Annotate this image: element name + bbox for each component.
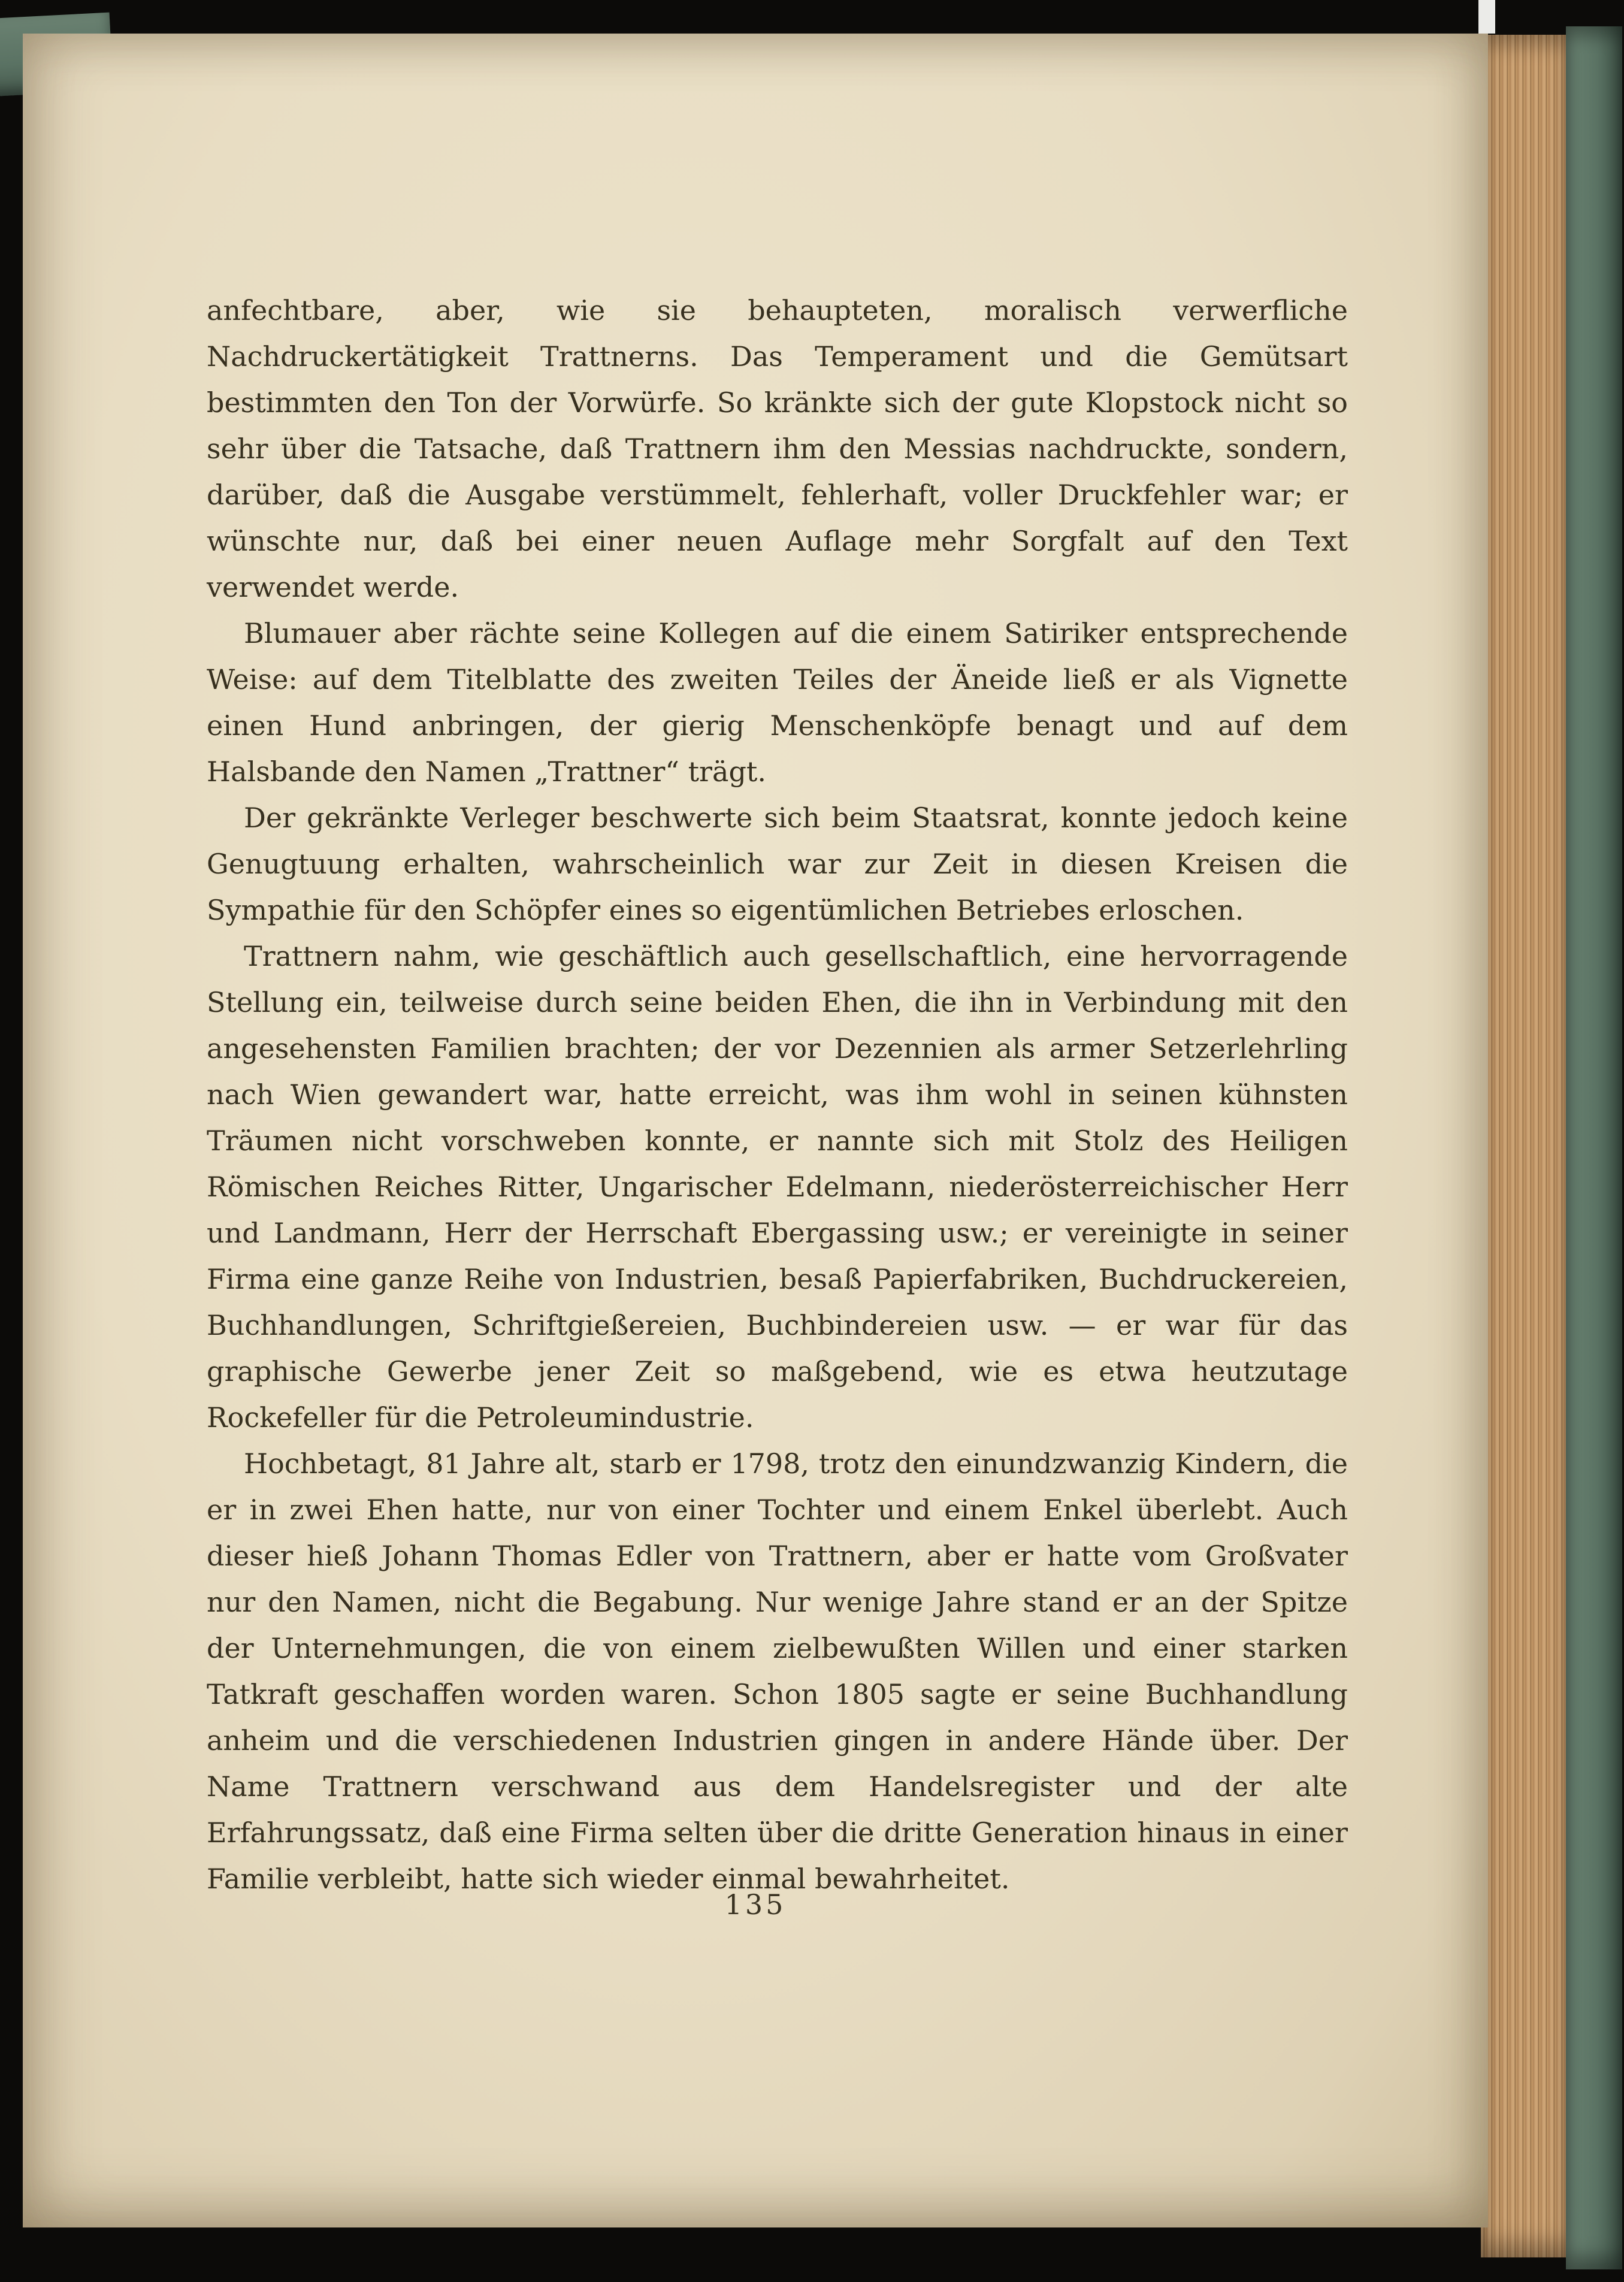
text-block — [207, 288, 1348, 1902]
paragraph: Der gekränkte Verleger beschwerte sich beim Staatsrat, konnte jedoch keine Genugtuung erhalten, wahrscheinlich war zur Zeit in diesen Kreisen die Sympathie für den Schöpfer eines so eigentümlichen Betriebes erloschen. — [207, 802, 1348, 926]
book-cover-edge-right — [1566, 26, 1622, 2269]
paragraph: Blumauer aber rächte seine Kollegen auf die einem Satiriker entsprechende Weise: auf dem Titelblatte des zweiten Teiles der Äneide ließ er als Vignette einen Hund anbringen, der gierig Menschenköpfe benagt und auf dem Halsbande den Namen „Trattner“ trägt. — [207, 617, 1348, 788]
paragraph: anfechtbare, aber, wie sie behaupteten, moralisch verwerfliche Nachdruckertätigkeit Trattnerns. Das Temperament und die Gemütsart bestimmten den Ton der Vorwürfe. So kränkte sich der gute Klopstock nicht so sehr über die Tatsache, daß Trattnern ihm den Messias nachdruckte, sondern, darüber, daß die Ausgabe verstümmelt, fehlerhaft, voller Druckfehler war; er wünschte nur, daß bei einer neuen Auflage mehr Sorgfalt auf den Text verwendet werde. — [207, 294, 1348, 603]
book-page — [23, 34, 1488, 2227]
paragraph: Trattnern nahm, wie geschäftlich auch gesellschaftlich, eine hervorragende Stellung ein, teilweise durch seine beiden Ehen, die ihn in Verbindung mit den angesehensten Familien brachten; der vor Dezennien als armer Setzerlehrling nach Wien gewandert war, hatte erreicht, was ihm wohl in seinen kühnsten Träumen nicht vorschweben konnte, er nannte sich mit Stolz des Heiligen Römischen Reiches Ritter, Ungarischer Edelmann, niederösterreichischer Herr und Landmann, Herr der Herrschaft Ebergassing usw.; er vereinigte in seiner Firma eine ganze Reihe von Industrien, besaß Papierfabriken, Buchdruckereien, Buchhandlungen, Schriftgießereien, Buchbindereien usw. — er war für das graphische Gewerbe jener Zeit so maßgebend, wie es etwa heutzutage Rockefeller für die Petroleumindustrie. — [207, 940, 1348, 1434]
page-number: 135 — [724, 1888, 787, 1921]
paragraph: Hochbetagt, 81 Jahre alt, starb er 1798, trotz den einundzwanzig Kindern, die er in zwei Ehen hatte, nur von einer Tochter und einem Enkel überlebt. Auch dieser hieß Johann Thomas Edler von Trattnern, aber er hatte vom Großvater nur den Namen, nicht die Begabung. Nur wenige Jahre stand er an der Spitze der Unternehmungen, die von einem zielbewußten Willen und einer starken Tatkraft geschaffen worden waren. Schon 1805 sagte er seine Buchhandlung anheim und die verschiedenen Industrien gingen in andere Hände über. Der Name Trattnern verschwand aus dem Handelsregister und der alte Erfahrungssatz, daß eine Firma selten über die dritte Generation hinaus in einer Familie verbleibt, hatte sich wieder einmal bewahrheitet. — [207, 1447, 1348, 1895]
page-fore-edge-stack — [1481, 35, 1571, 2257]
white-tab-mark — [1478, 0, 1495, 34]
